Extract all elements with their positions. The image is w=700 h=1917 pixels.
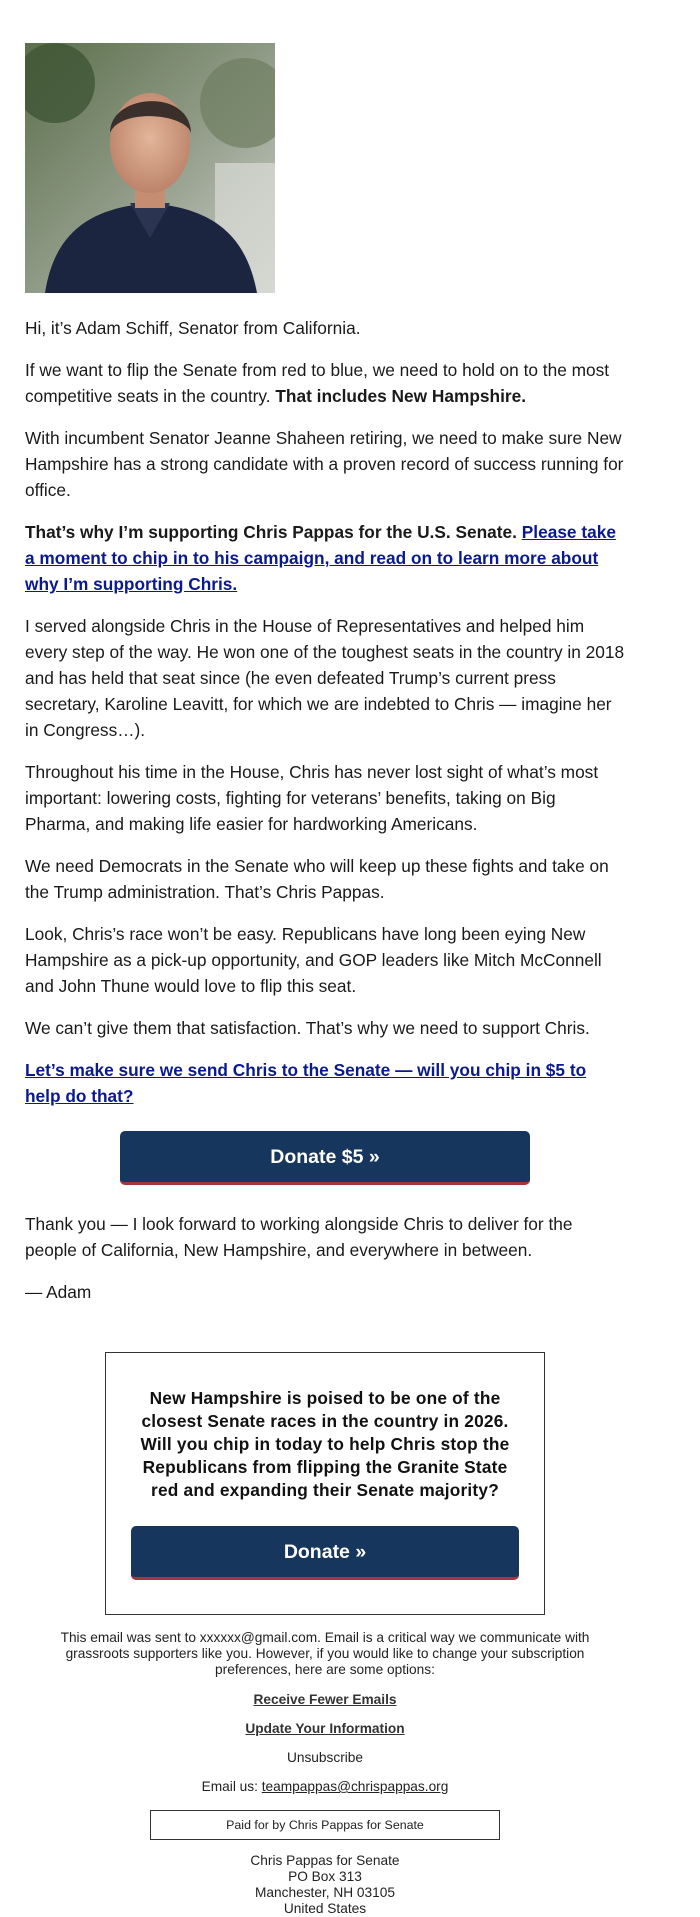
address-line: United States (283, 1901, 367, 1916)
paragraph-satisfaction: We can’t give them that satisfaction. That’s why we need to support Chris. (25, 1018, 590, 1038)
address-line: Chris Pappas for Senate (250, 1853, 400, 1868)
chip-in-link[interactable]: Please take a moment to chip in to his campaign, and read on to learn more about why I’m supporting Chris. (25, 522, 616, 594)
donate-box (105, 1352, 545, 1615)
paragraph-flip-senate: If we want to flip the Senate from red to blue, we need to hold on to the most competitive seats in the country. That includes New Hampshire. (25, 360, 610, 406)
unsubscribe-link[interactable]: Unsubscribe (286, 1750, 364, 1765)
paragraph-served: I served alongside Chris in the House of Representatives and helped him every step of the way. He won one of the toughest seats in the country in 2018 and has held that seat since (he even defeated Trump’s current press secretary, Karoline Leavitt, for which we are indebted to Chris — imagine her in Congress…). (25, 616, 625, 740)
paragraph-shaheen: With incumbent Senator Jeanne Shaheen retiring, we need to make sure New Hampshire has a strong candidate with a proven record of success running for office. (25, 428, 624, 500)
paid-for-box: Paid for by Chris Pappas for Senate (150, 1810, 500, 1840)
email-us: Email us: teampappas@chrispappas.org (201, 1779, 449, 1794)
signoff: — Adam (25, 1282, 92, 1302)
paragraph-race: Look, Chris’s race won’t be easy. Republicans have long been eying New Hampshire as a pick-up opportunity, and GOP leaders like Mitch McConnell and John Thune would love to flip this seat. (25, 924, 602, 996)
chip-in-5-link[interactable]: Let’s make sure we send Chris to the Senate — will you chip in $5 to help do that? (25, 1060, 587, 1106)
paragraph-house: Throughout his time in the House, Chris has never lost sight of what’s most important: lowering costs, fighting for veterans’ benefits, taking on Big Pharma, and making life easier for hardworking Americans. (25, 762, 599, 834)
donate-5-button[interactable]: Donate $5 » (120, 1131, 530, 1185)
address-line: Manchester, NH 03105 (255, 1885, 395, 1900)
email-link[interactable]: teampappas@chrispappas.org (261, 1779, 449, 1794)
footer-notice: This email was sent to xxxxxx@gmail.com. Email is a critical way we communicate with grassroots supporters like you. However, if you would like to change your subscription preferences, here are some options: (60, 1630, 590, 1677)
bold-supporting: That’s why I’m supporting Chris Pappas for the U.S. Senate. (25, 522, 522, 542)
address-line: PO Box 313 (288, 1869, 362, 1884)
candidate-photo (25, 43, 275, 293)
paragraph-democrats: We need Democrats in the Senate who will keep up these fights and take on the Trump administration. That’s Chris Pappas. (25, 856, 609, 902)
paragraph-supporting (25, 519, 625, 597)
update-information-link[interactable]: Update Your Information (245, 1721, 405, 1736)
donate-box-title: New Hampshire is poised to be one of the closest Senate races in the country in 2026. Will you chip in today to help Chris stop the Republicans from flipping the Granite State red and expanding their Senate majority? (140, 1388, 510, 1500)
footer (25, 1615, 625, 1917)
donate-main-wrap (25, 1131, 625, 1185)
greeting: Hi, it’s Adam Schiff, Senator from California. (25, 318, 361, 338)
receive-fewer-emails-link[interactable]: Receive Fewer Emails (253, 1692, 397, 1707)
paragraph-thank-you: Thank you — I look forward to working alongside Chris to deliver for the people of California, New Hampshire, and everywhere in between. (25, 1214, 573, 1260)
bold-new-hampshire: That includes New Hampshire. (275, 386, 527, 406)
donate-button[interactable]: Donate » (131, 1526, 519, 1580)
mailing-address (25, 1853, 625, 1917)
paragraph-send-chris (25, 1057, 625, 1109)
